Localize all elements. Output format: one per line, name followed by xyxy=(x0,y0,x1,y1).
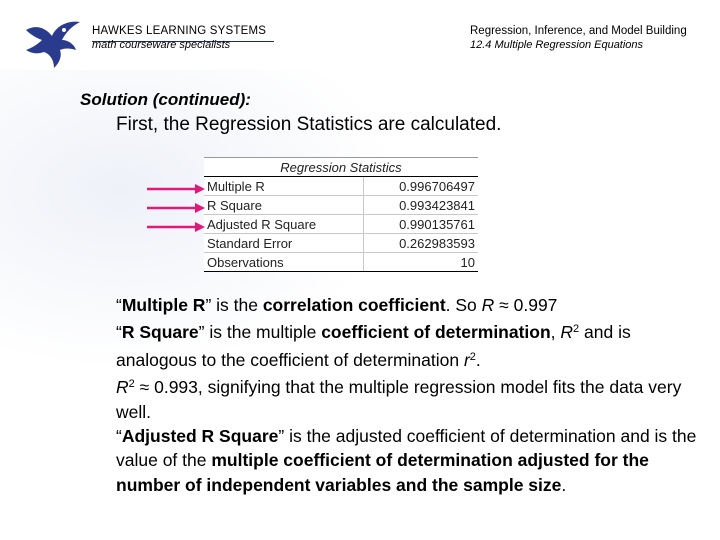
explanation-adjusted-r-square xyxy=(116,424,716,497)
company-name: HAWKES LEARNING SYSTEMS xyxy=(92,25,267,37)
explanation-r-square-value xyxy=(116,372,716,424)
table-row xyxy=(204,234,478,253)
row-value: 0.990135761 xyxy=(364,215,478,234)
table-row xyxy=(204,253,478,272)
section-subtitle: 12.4 Multiple Regression Equations xyxy=(470,39,644,51)
arrow-multiple-r-icon xyxy=(147,184,205,194)
text-span: “ xyxy=(116,426,122,447)
slide-intro: First, the Regression Statistics are calculated. xyxy=(116,114,502,135)
term-r-square: R Square xyxy=(121,322,199,343)
symbol-r: R xyxy=(481,295,495,315)
exponent: 2 xyxy=(469,350,476,363)
table-row xyxy=(204,196,478,215)
section-title: Regression, Inference, and Model Building xyxy=(470,25,687,37)
text-span: . xyxy=(561,474,567,495)
term-multiple-r: Multiple R xyxy=(121,295,206,315)
slide-heading: Solution (continued): xyxy=(80,90,251,109)
text-span: and is analogous to the coefficient of determination xyxy=(116,322,631,370)
row-value: 10 xyxy=(364,253,478,272)
symbol-r: R xyxy=(116,377,129,398)
row-value: 0.262983593 xyxy=(364,234,478,253)
exponent: 2 xyxy=(128,378,135,391)
symbol-r: R xyxy=(560,322,574,343)
arrow-adjusted-r-square-icon xyxy=(147,222,205,232)
text-span: ” is the multiple xyxy=(198,322,322,343)
row-label: R Square xyxy=(204,196,364,215)
term-coefficient-of-determination: coefficient of determination xyxy=(321,322,551,343)
text-span: ≈ 0.993, signifying that the multiple regression model fits the data very well. xyxy=(116,377,682,422)
arrow-r-square-icon xyxy=(147,203,205,213)
term-adjusted-r-square: Adjusted R Square xyxy=(121,426,279,447)
text-span: ≈ 0.997 xyxy=(494,295,558,315)
exponent: 2 xyxy=(573,323,580,336)
row-label: Multiple R xyxy=(204,177,364,196)
text-span: “ xyxy=(116,295,122,315)
row-label: Standard Error xyxy=(204,234,364,253)
explanation-text xyxy=(116,293,716,497)
text-span: , xyxy=(550,322,561,343)
text-span: ” is the adjusted coefficient of determination and is the value of the xyxy=(116,426,697,471)
regression-statistics-table xyxy=(204,157,478,272)
symbol-r-lower: r xyxy=(463,349,470,370)
pointer-arrows xyxy=(147,180,207,240)
table-title: Regression Statistics xyxy=(204,158,478,177)
explanation-r-square xyxy=(116,317,716,372)
term-correlation-coefficient: correlation coefficient xyxy=(262,295,446,315)
text-span: “ xyxy=(116,322,122,343)
row-value: 0.993423841 xyxy=(364,196,478,215)
table-row xyxy=(204,215,478,234)
explanation-multiple-r xyxy=(116,293,716,317)
row-label: Observations xyxy=(204,253,364,272)
text-span: ” is the xyxy=(205,295,263,315)
table-header-row xyxy=(204,158,478,177)
row-label: Adjusted R Square xyxy=(204,215,364,234)
term-adjusted-coefficient: multiple coefficient of determination adjusted for the number of independent variables and the sample size xyxy=(116,450,649,495)
text-span: . So xyxy=(445,295,482,315)
row-value: 0.996706497 xyxy=(364,177,478,196)
hawk-logo-icon xyxy=(24,16,82,70)
text-span: . xyxy=(475,349,481,370)
company-tagline: math courseware specialists xyxy=(92,39,231,51)
table-row xyxy=(204,177,478,196)
